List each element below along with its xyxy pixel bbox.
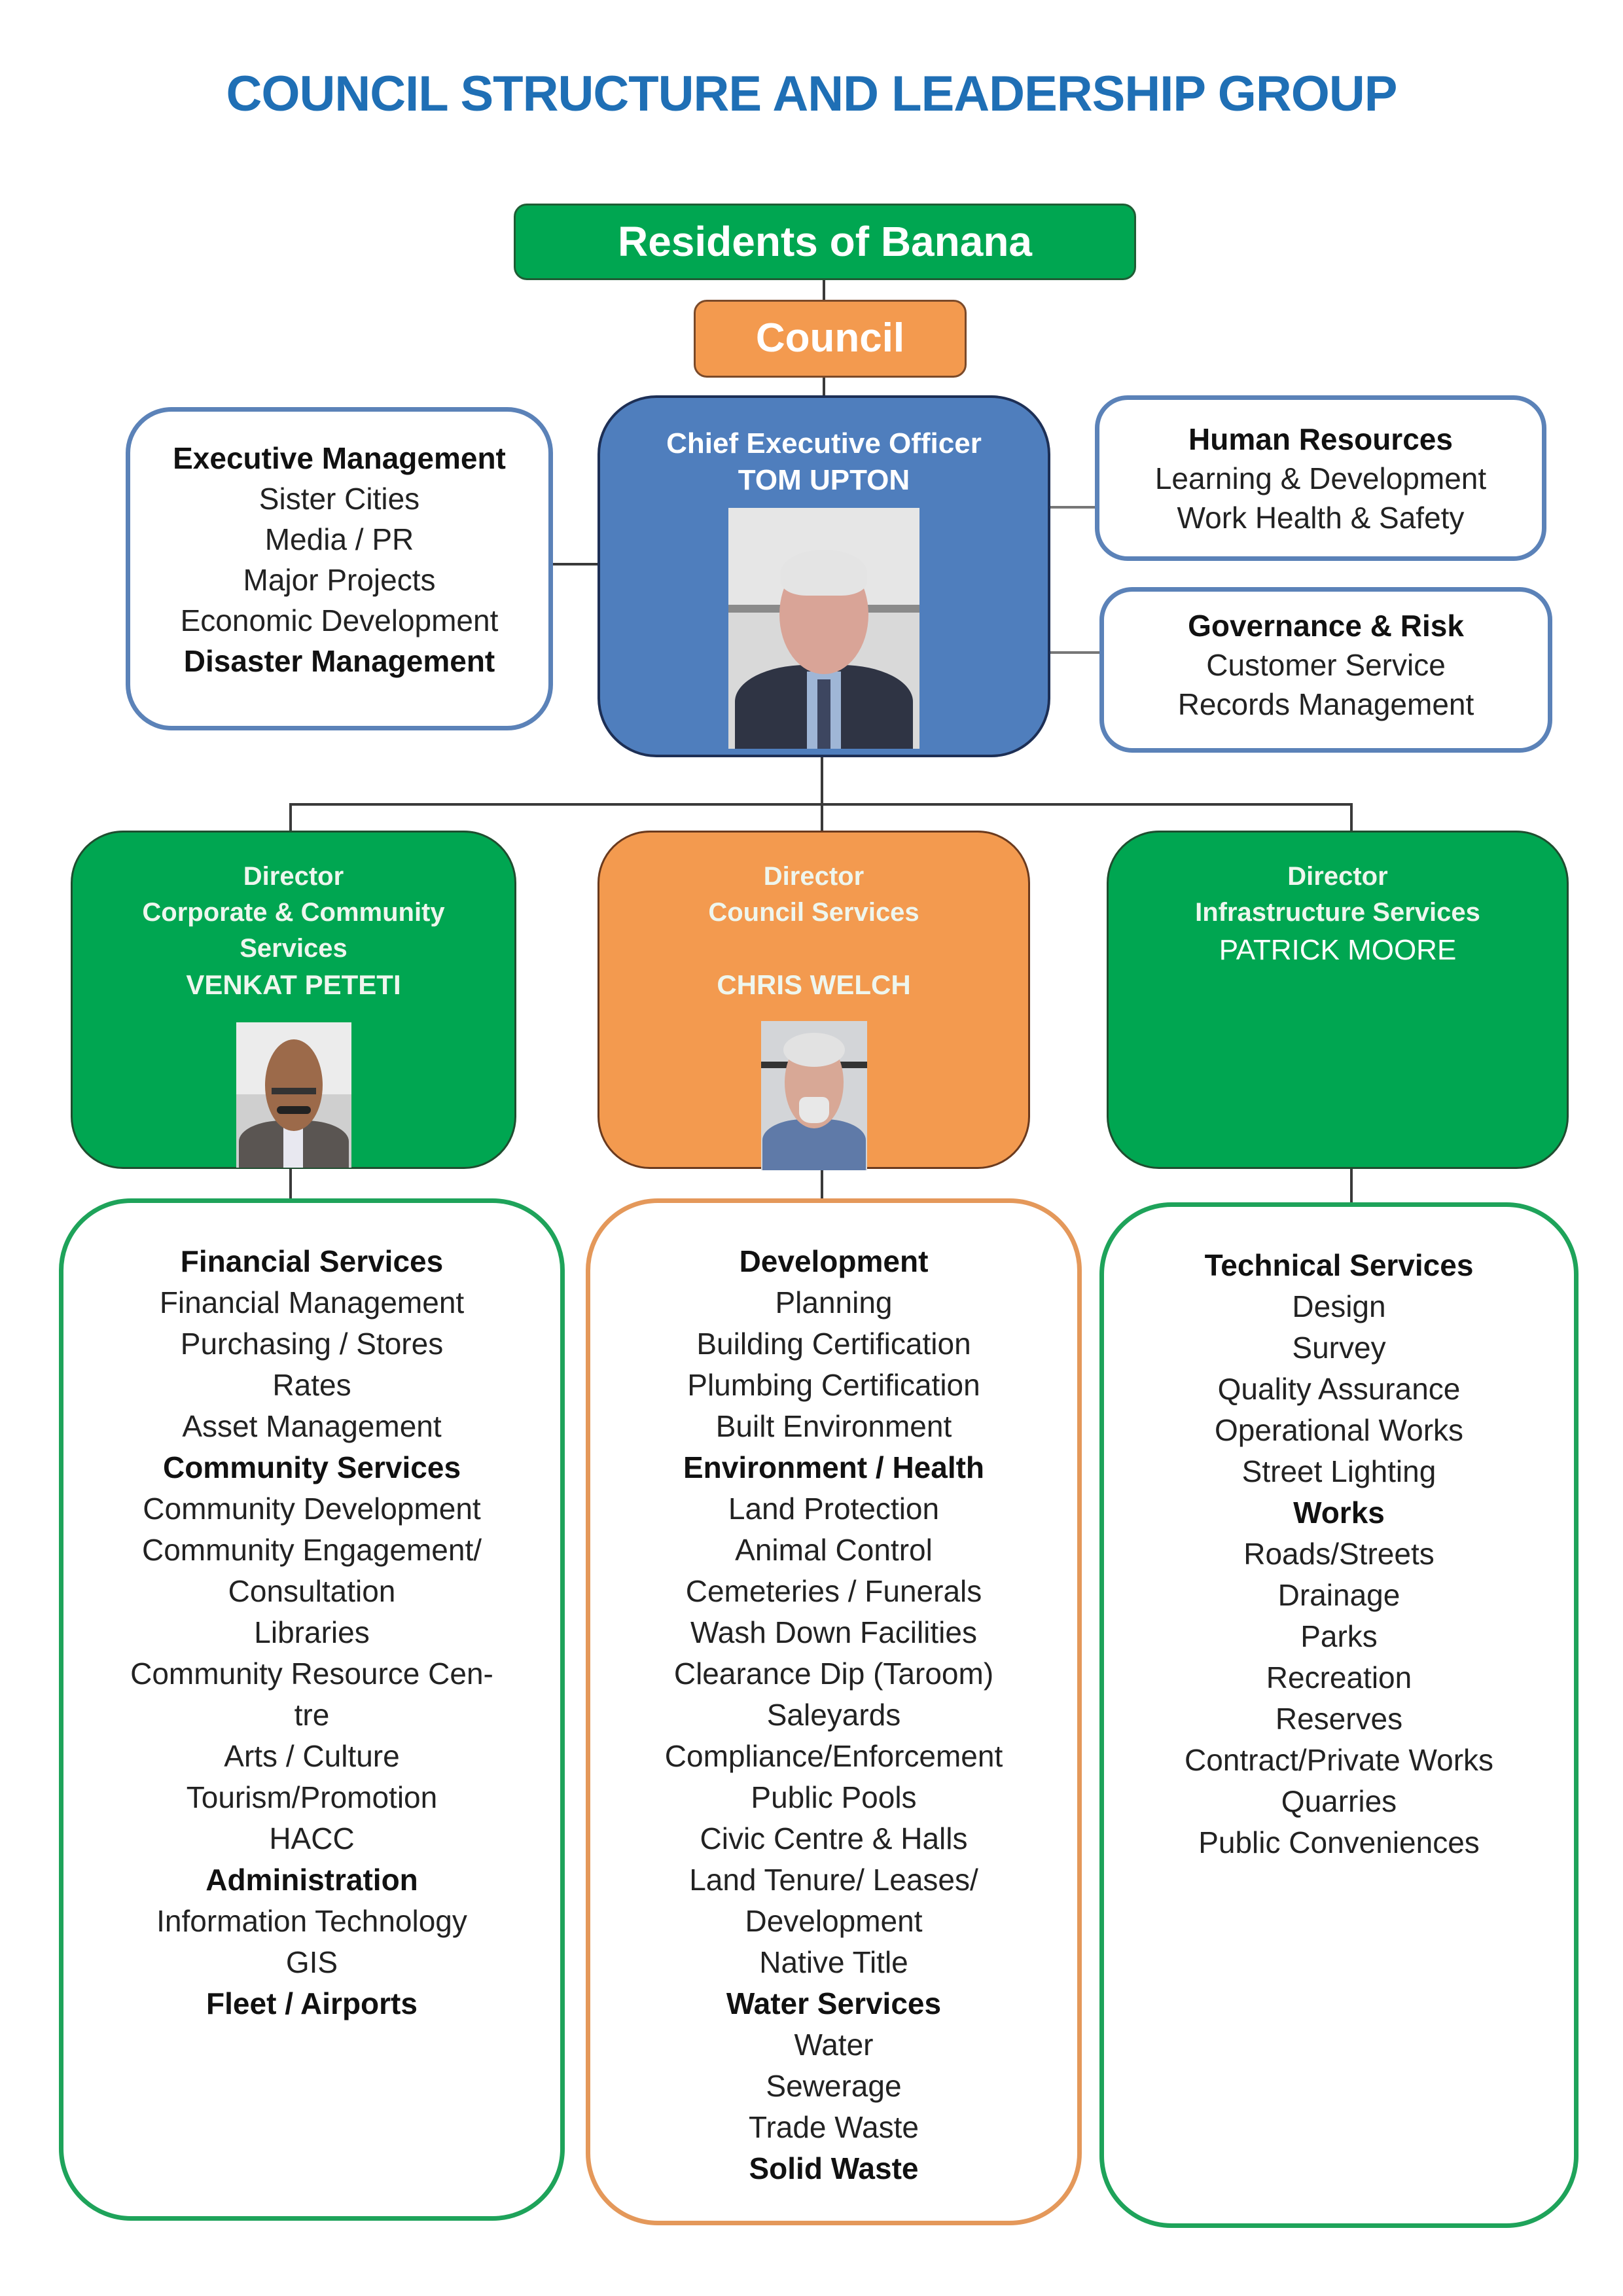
dept-heading: Financial Services [180, 1244, 444, 1278]
connector-bar-dir-left [289, 803, 292, 831]
connector-residents-council [823, 280, 825, 300]
dept-item: Animal Control [735, 1533, 933, 1567]
dept-item: Parks [1300, 1619, 1378, 1653]
unit-item: Major Projects [243, 563, 436, 597]
director-name: CHRIS WELCH [717, 969, 911, 1000]
dept-item: HACC [269, 1821, 355, 1856]
dept-item: tre [294, 1698, 330, 1732]
connector-dir-mid-dept [821, 1169, 823, 1198]
dept-item: Plumbing Certification [687, 1368, 980, 1402]
council-label: Council [755, 315, 905, 361]
dept-item: Water [794, 2028, 874, 2062]
dept-item: Civic Centre & Halls [700, 1821, 968, 1856]
departments-infrastructure [1099, 1202, 1578, 2228]
ceo-role: Chief Executive Officer [666, 427, 982, 459]
connector-exec-ceo [553, 563, 597, 565]
dept-item: Saleyards [766, 1698, 901, 1732]
dept-item: GIS [285, 1945, 338, 1979]
dept-heading: Technical Services [1204, 1248, 1474, 1282]
dept-item: Compliance/Enforcement [664, 1739, 1003, 1773]
dept-item: Recreation [1266, 1660, 1412, 1695]
dept-item: Financial Management [159, 1285, 465, 1319]
dept-item: Survey [1292, 1331, 1386, 1365]
human-resources-unit [1095, 395, 1546, 561]
connector-dir-right-dept [1350, 1169, 1353, 1202]
residents-label: Residents of Banana [617, 218, 1033, 265]
director-area: Corporate & Community [142, 898, 445, 927]
dept-heading: Environment / Health [683, 1450, 985, 1484]
dept-heading: Solid Waste [749, 2151, 919, 2185]
dept-item: Public Conveniences [1198, 1825, 1480, 1859]
dept-item: Tourism/Promotion [186, 1780, 438, 1814]
residents-node [514, 204, 1136, 280]
ceo-name: TOM UPTON [738, 464, 910, 496]
dept-item: Sewerage [766, 2069, 902, 2103]
unit-item: Sister Cities [259, 482, 420, 516]
director-portrait-photo [236, 1022, 351, 1168]
connector-dir-left-dept [289, 1169, 292, 1198]
dept-item: Community Development [143, 1492, 481, 1526]
departments-council-services [586, 1198, 1082, 2225]
director-role: Director [243, 862, 344, 891]
unit-item: Customer Service [1206, 648, 1446, 682]
council-node [694, 300, 967, 378]
connector-bar-dir-right [1350, 803, 1353, 831]
dept-item: Building Certification [696, 1327, 971, 1361]
dept-item: Development [745, 1904, 923, 1938]
page-title: COUNCIL STRUCTURE AND LEADERSHIP GROUP [226, 66, 1397, 122]
dept-heading: Water Services [726, 1986, 942, 2020]
dept-item: Libraries [254, 1615, 370, 1649]
connector-ceo-down [821, 757, 823, 804]
dept-item: Rates [272, 1368, 351, 1402]
governance-risk-unit [1099, 587, 1552, 753]
dept-item: Information Technology [156, 1904, 467, 1938]
unit-heading: Governance & Risk [1188, 609, 1464, 643]
dept-item: Land Tenure/ Leases/ [689, 1863, 978, 1897]
dept-item: Consultation [228, 1574, 396, 1608]
director-infrastructure-services [1107, 831, 1569, 1169]
dept-item: Public Pools [751, 1780, 917, 1814]
director-area: Council Services [708, 898, 919, 927]
dept-item: Native Title [759, 1945, 908, 1979]
dept-item: Community Resource Cen- [130, 1657, 493, 1691]
unit-heading: Human Resources [1188, 422, 1453, 456]
dept-item: Cemeteries / Funerals [685, 1574, 982, 1608]
dept-item: Purchasing / Stores [180, 1327, 444, 1361]
director-area: Infrastructure Services [1195, 898, 1480, 927]
dept-item: Quarries [1281, 1784, 1397, 1818]
dept-item: Built Environment [715, 1409, 952, 1443]
dept-item: Trade Waste [749, 2110, 919, 2144]
director-corporate-community [71, 831, 516, 1169]
departments-corporate-community [59, 1198, 565, 2221]
director-area-spacer [599, 931, 1028, 967]
director-role: Director [763, 862, 865, 891]
ceo-node [597, 395, 1050, 757]
ceo-portrait-photo [728, 508, 919, 749]
connector-ceo-hr [1050, 506, 1095, 509]
dept-item: Reserves [1275, 1702, 1403, 1736]
dept-item: Design [1292, 1289, 1386, 1323]
dept-item: Wash Down Facilities [690, 1615, 977, 1649]
executive-management-unit [126, 407, 553, 730]
dept-item: Arts / Culture [224, 1739, 400, 1773]
director-name: VENKAT PETETI [186, 969, 401, 1000]
dept-item: Community Engagement/ [141, 1533, 482, 1567]
director-role: Director [1287, 862, 1388, 891]
dept-item: Operational Works [1214, 1413, 1464, 1447]
dept-item: Quality Assurance [1217, 1372, 1461, 1406]
dept-heading: Community Services [162, 1450, 461, 1484]
director-council-services [597, 831, 1030, 1169]
unit-item: Media / PR [264, 522, 414, 556]
director-area: Services [240, 934, 348, 963]
unit-item: Work Health & Safety [1177, 501, 1465, 535]
director-name: PATRICK MOORE [1219, 934, 1457, 966]
unit-item: Economic Development [180, 603, 499, 637]
unit-heading: Disaster Management [183, 644, 495, 678]
unit-item: Learning & Development [1154, 461, 1487, 495]
connector-bar-dir-mid [821, 803, 823, 831]
dept-item: Street Lighting [1241, 1454, 1436, 1488]
connector-ceo-governance [1050, 651, 1099, 654]
connector-council-ceo [823, 378, 825, 395]
director-portrait-photo [761, 1021, 867, 1170]
unit-heading: Executive Management [173, 441, 506, 475]
dept-item: Asset Management [182, 1409, 442, 1443]
dept-heading: Fleet / Airports [206, 1986, 418, 2020]
dept-item: Contract/Private Works [1184, 1743, 1494, 1777]
dept-item: Planning [775, 1285, 893, 1319]
dept-item: Drainage [1277, 1578, 1400, 1612]
dept-heading: Administration [205, 1863, 418, 1897]
unit-item: Records Management [1177, 687, 1474, 721]
dept-heading: Development [739, 1244, 929, 1278]
dept-item: Land Protection [728, 1492, 940, 1526]
dept-heading: Works [1293, 1496, 1385, 1530]
dept-item: Roads/Streets [1243, 1537, 1435, 1571]
dept-item: Clearance Dip (Taroom) [673, 1657, 994, 1691]
